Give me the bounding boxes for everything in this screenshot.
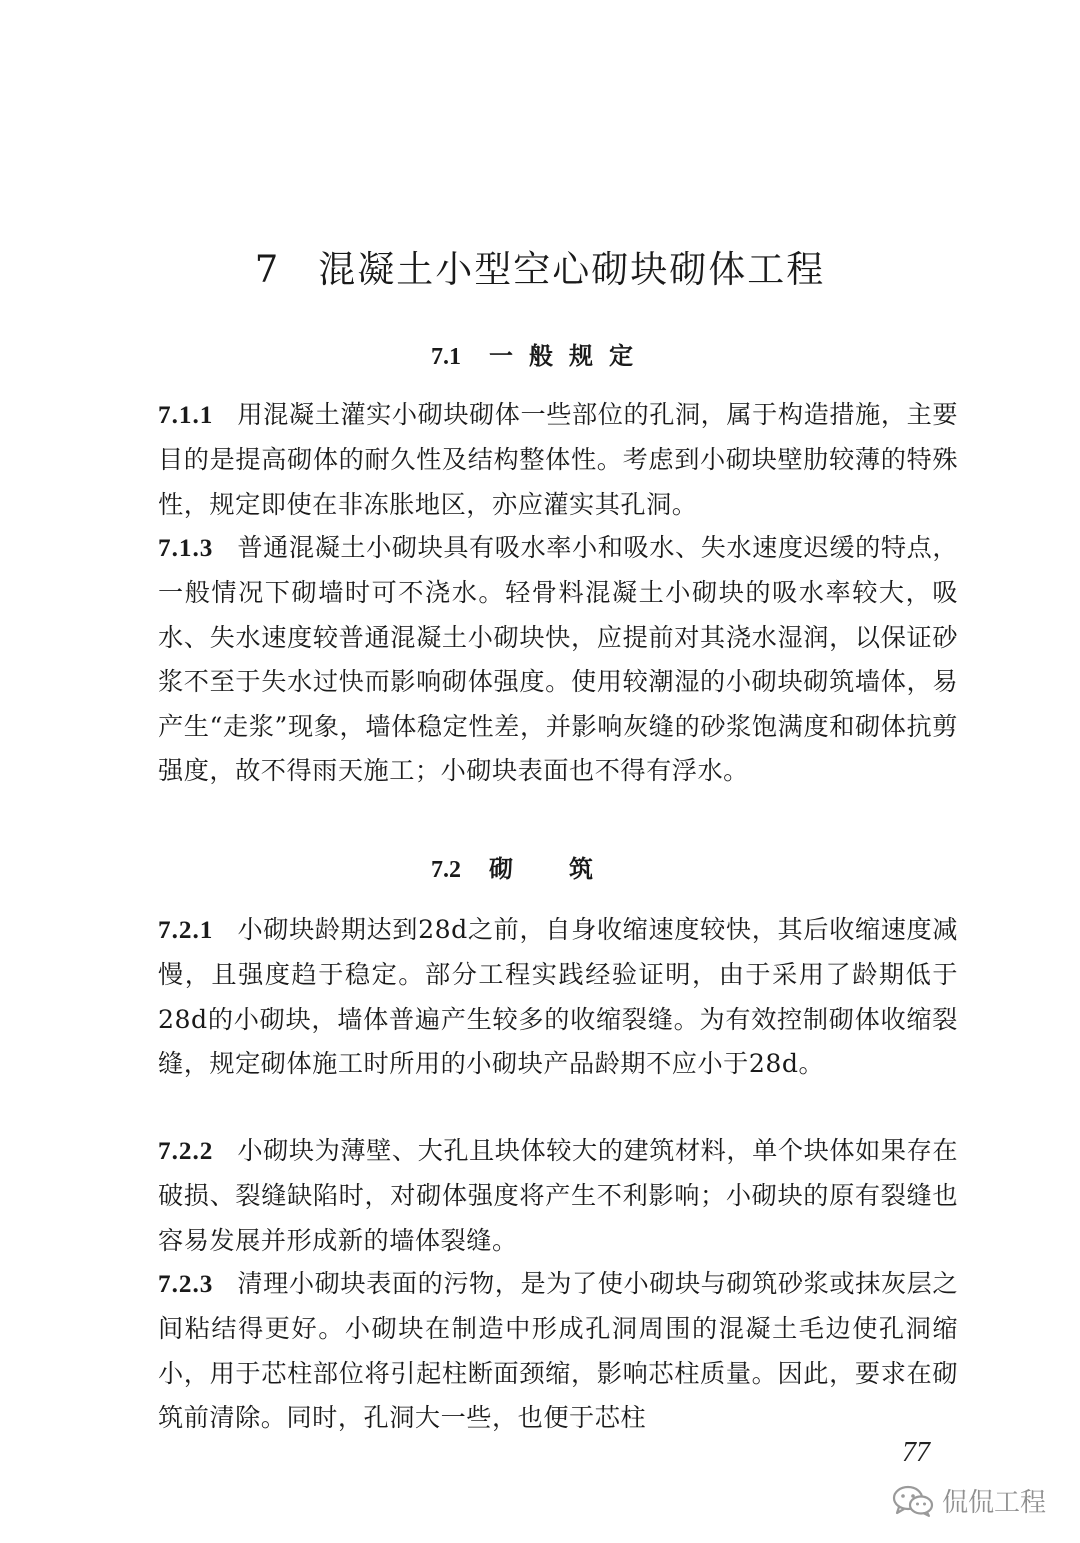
section-number: 7.2 [431,857,461,883]
chapter-name: 混凝土小型空心砌块砌体工程 [318,248,826,291]
section-name: 砌筑 [489,855,649,883]
section-title-7-1 [0,338,1080,375]
watermark-text: 侃侃工程 [942,1488,1047,1518]
section-name: 一般规定 [489,342,649,370]
watermark [892,1482,1046,1519]
clause-7-1-3 [158,526,958,793]
clause-number: 7.1.3 [158,535,214,562]
clause-7-2-1 [158,908,958,1087]
clause-7-2-2 [158,1129,958,1263]
clause-text: 小砌块为薄壁、大孔且块体较大的建筑材料，单个块体如果存在破损、裂缝缺陷时，对砌体强度将产生不利影响；小砌块的原有裂缝也容易发展并形成新的墙体裂缝。 [158,1136,958,1255]
clause-7-2-3 [158,1262,958,1441]
chapter-title [0,240,1080,300]
clause-number: 7.2.2 [158,1138,214,1165]
chapter-number: 7 [254,248,281,291]
clause-number: 7.2.1 [158,917,214,944]
clause-7-1-1 [158,393,958,527]
wechat-icon [892,1484,934,1518]
clause-text: 普通混凝土小砌块具有吸水率小和吸水、失水速度迟缓的特点，一般情况下砌墙时可不浇水。轻骨料混凝土小砌块的吸水率较大，吸水、失水速度较普通混凝土小砌块快，应提前对其浇水湿润，以保证砂浆不至于失水过快而影响砌体强度。使用较潮湿的小砌块砌筑墙体，易产生“走浆”现象，墙体稳定性差，并影响灰缝的砂浆饱满度和砌体抗剪强度，故不得雨天施工；小砌块表面也不得有浮水。 [158,533,958,786]
clause-number: 7.2.3 [158,1271,214,1298]
page-number: 77 [902,1437,930,1468]
clause-text: 小砌块龄期达到28d之前，自身收缩速度较快，其后收缩速度减慢，且强度趋于稳定。部分工程实践经验证明，由于采用了龄期低于28d的小砌块，墙体普遍产生较多的收缩裂缝。为有效控制砌体收缩裂缝，规定砌体施工时所用的小砌块产品龄期不应小于28d。 [158,915,958,1079]
clause-number: 7.1.1 [158,402,214,429]
clause-text: 用混凝土灌实小砌块砌体一些部位的孔洞，属于构造措施，主要目的是提高砌体的耐久性及结构整体性。考虑到小砌块壁肋较薄的特殊性，规定即使在非冻胀地区，亦应灌实其孔洞。 [158,400,958,519]
clause-text: 清理小砌块表面的污物，是为了使小砌块与砌筑砂浆或抹灰层之间粘结得更好。小砌块在制造中形成孔洞周围的混凝土毛边使孔洞缩小，用于芯柱部位将引起柱断面颈缩，影响芯柱质量。因此，要求在砌筑前清除。同时，孔洞大一些，也便于芯柱 [158,1269,958,1433]
section-number: 7.1 [431,344,461,370]
section-title-7-2 [0,851,1080,888]
